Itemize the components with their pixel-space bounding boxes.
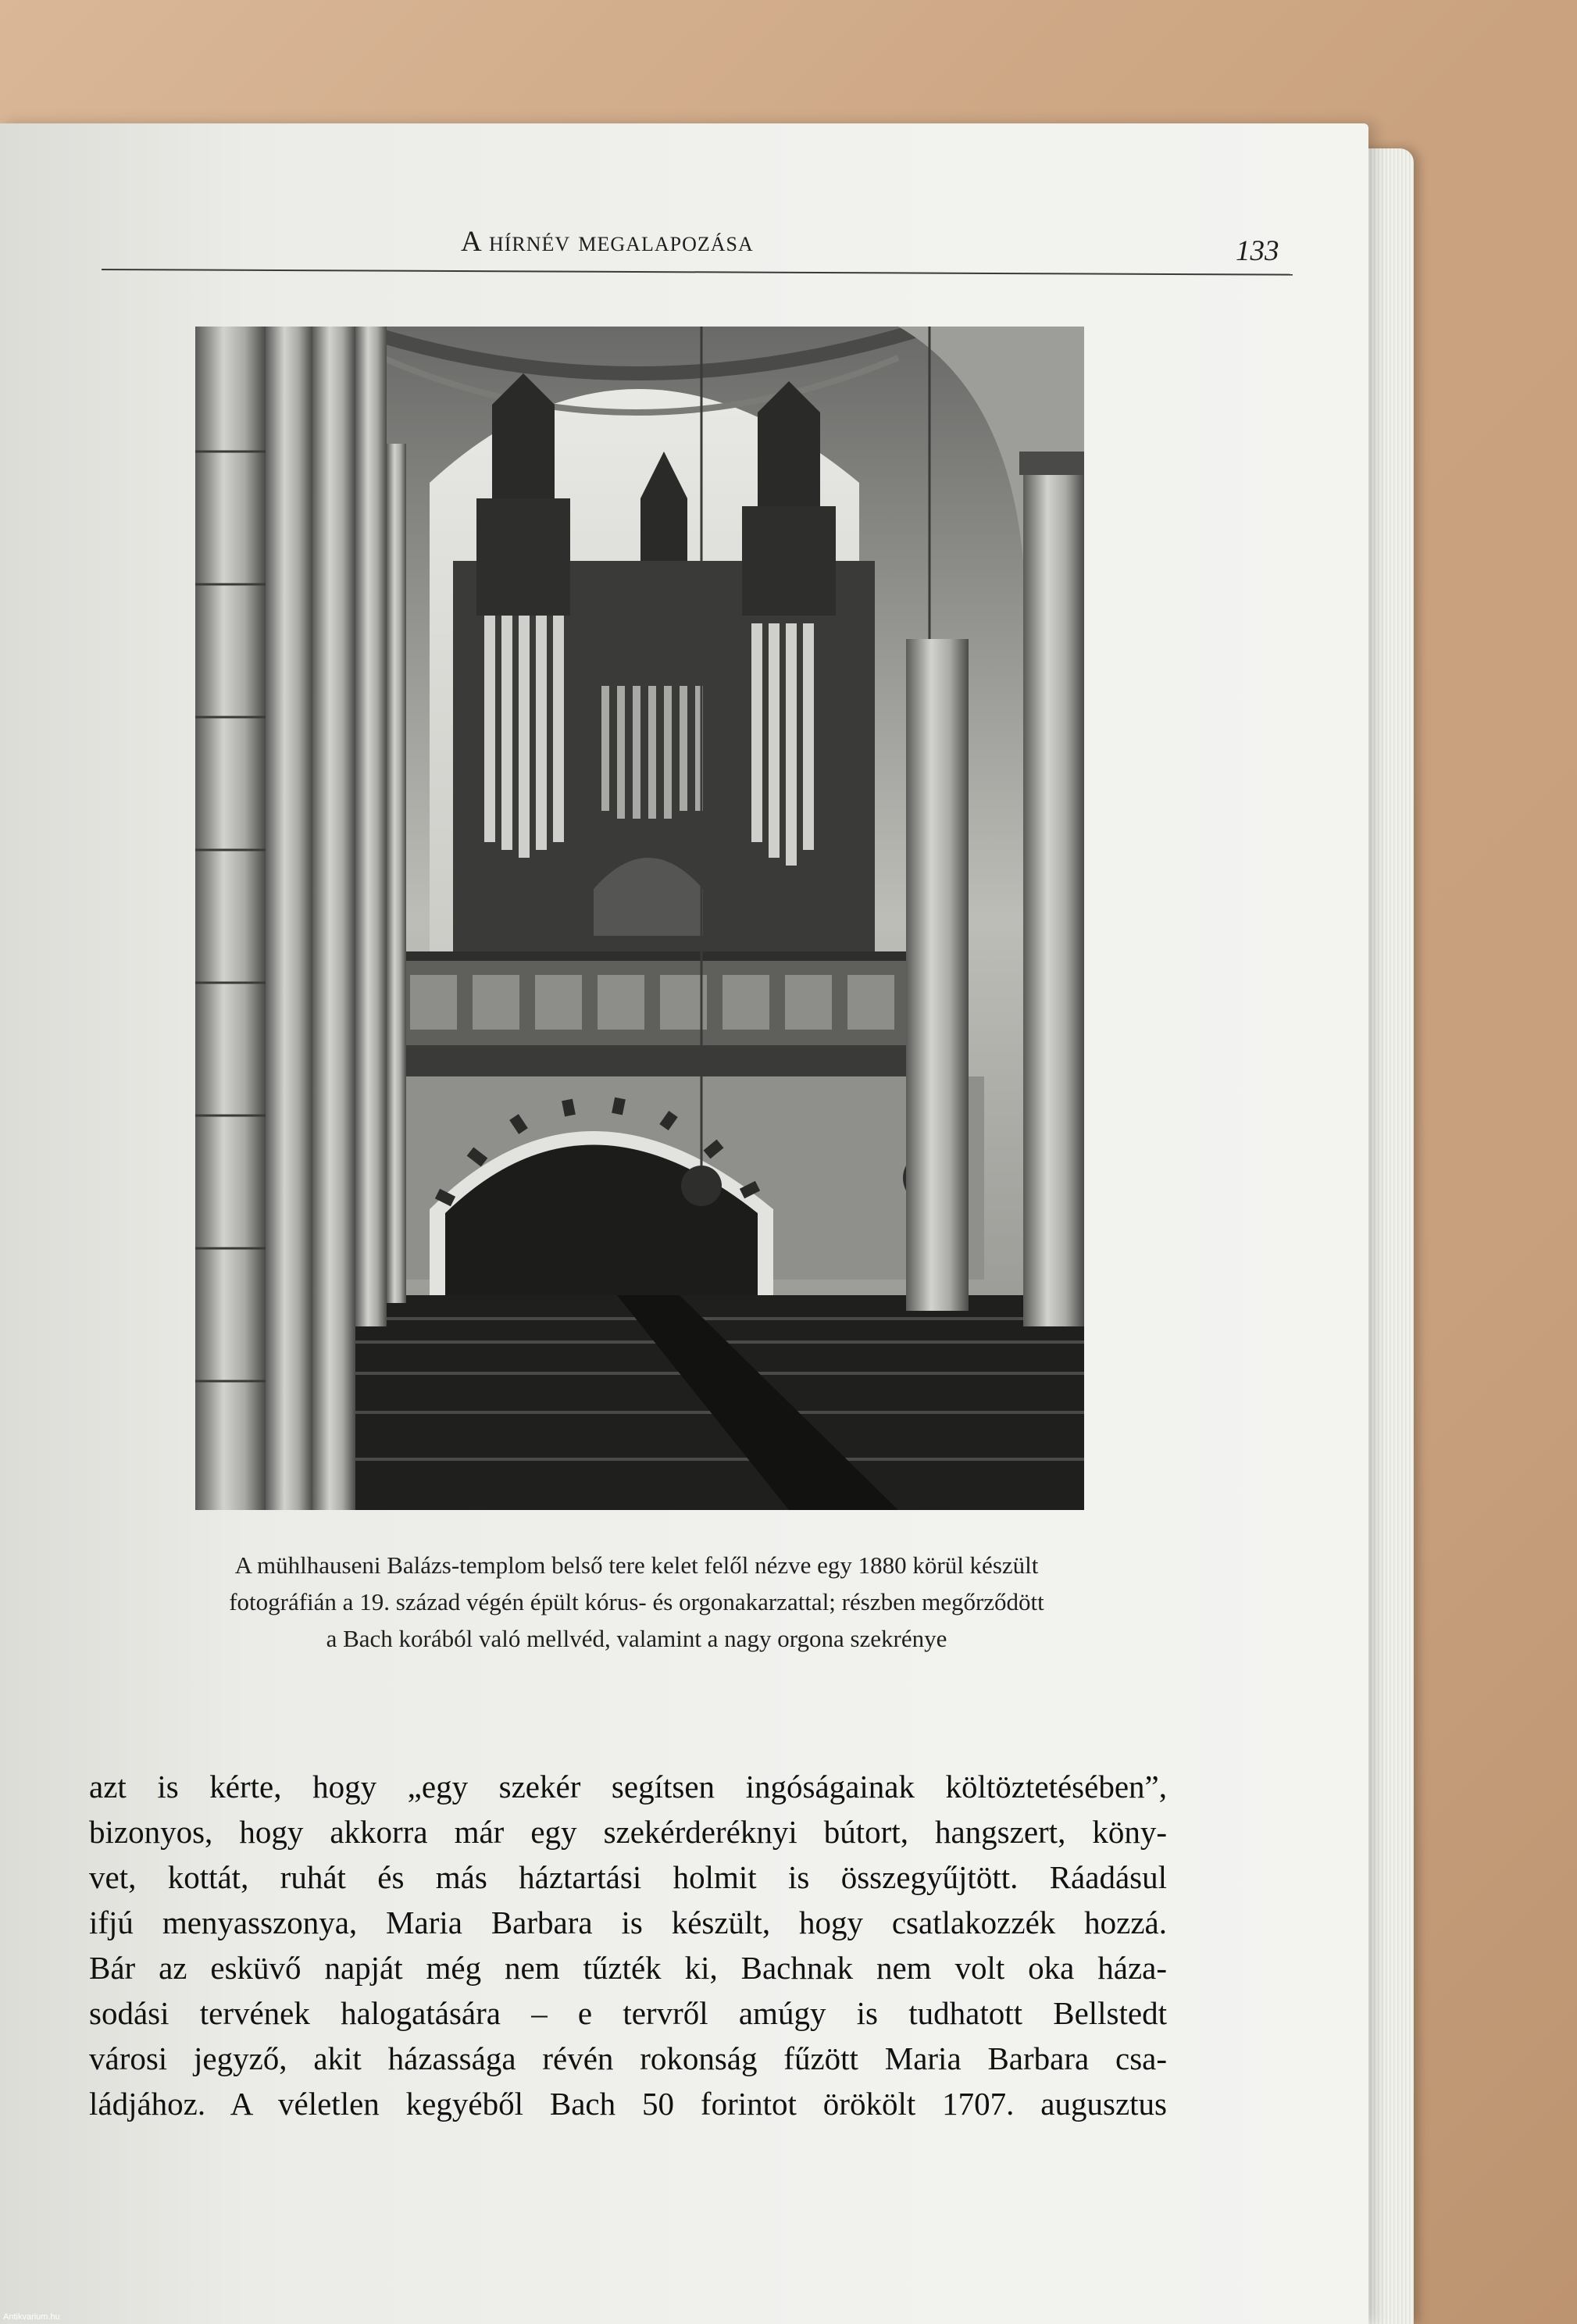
caption-line: a Bach korából való mellvéd, valamint a nagy orgona szekrénye xyxy=(326,1625,947,1652)
body-line: ládjához. A véletlen kegyéből Bach 50 forintot örökölt 1707. augusztus xyxy=(89,2086,1167,2122)
body-paragraph xyxy=(89,1764,1167,2126)
body-line: azt is kérte, hogy „egy szekér segítsen ingóságainak költöztetésében”, xyxy=(89,1769,1167,1805)
body-line: vet, kottát, ruhát és más háztartási holmit is összegyűjtött. Ráadásul xyxy=(89,1859,1167,1895)
body-line: ifjú menyasszonya, Maria Barbara is készült, hogy csatlakozzék hozzá. xyxy=(89,1905,1167,1940)
caption-line: A mühlhauseni Balázs-templom belső tere kelet felől nézve egy 1880 körül készült xyxy=(234,1551,1039,1579)
photo-illustration xyxy=(195,327,1084,1510)
running-header-rest: hírnév megalapozása xyxy=(488,226,754,258)
figure-caption xyxy=(102,1547,1172,1657)
body-line: Bár az esküvő napját még nem tűzték ki, Bachnak nem volt oka háza- xyxy=(89,1950,1167,1986)
running-header xyxy=(461,225,754,259)
body-line: sodási tervének halogatására – e tervről amúgy is tudhatott Bellstedt xyxy=(89,1995,1167,2031)
running-header-first: A xyxy=(461,226,489,258)
church-interior-photo xyxy=(195,327,1084,1510)
page-number: 133 xyxy=(1236,235,1279,267)
caption-line: fotográfián a 19. század végén épült kórus- és orgonakarzattal; részben megőrződött xyxy=(229,1588,1044,1615)
body-line: városi jegyző, akit házassága révén rokonság fűzött Maria Barbara csa- xyxy=(89,2040,1167,2076)
watermark: Antikvarium.hu xyxy=(3,2312,60,2322)
body-line: bizonyos, hogy akkorra már egy szekérderéknyi bútort, hangszert, köny- xyxy=(89,1814,1167,1850)
